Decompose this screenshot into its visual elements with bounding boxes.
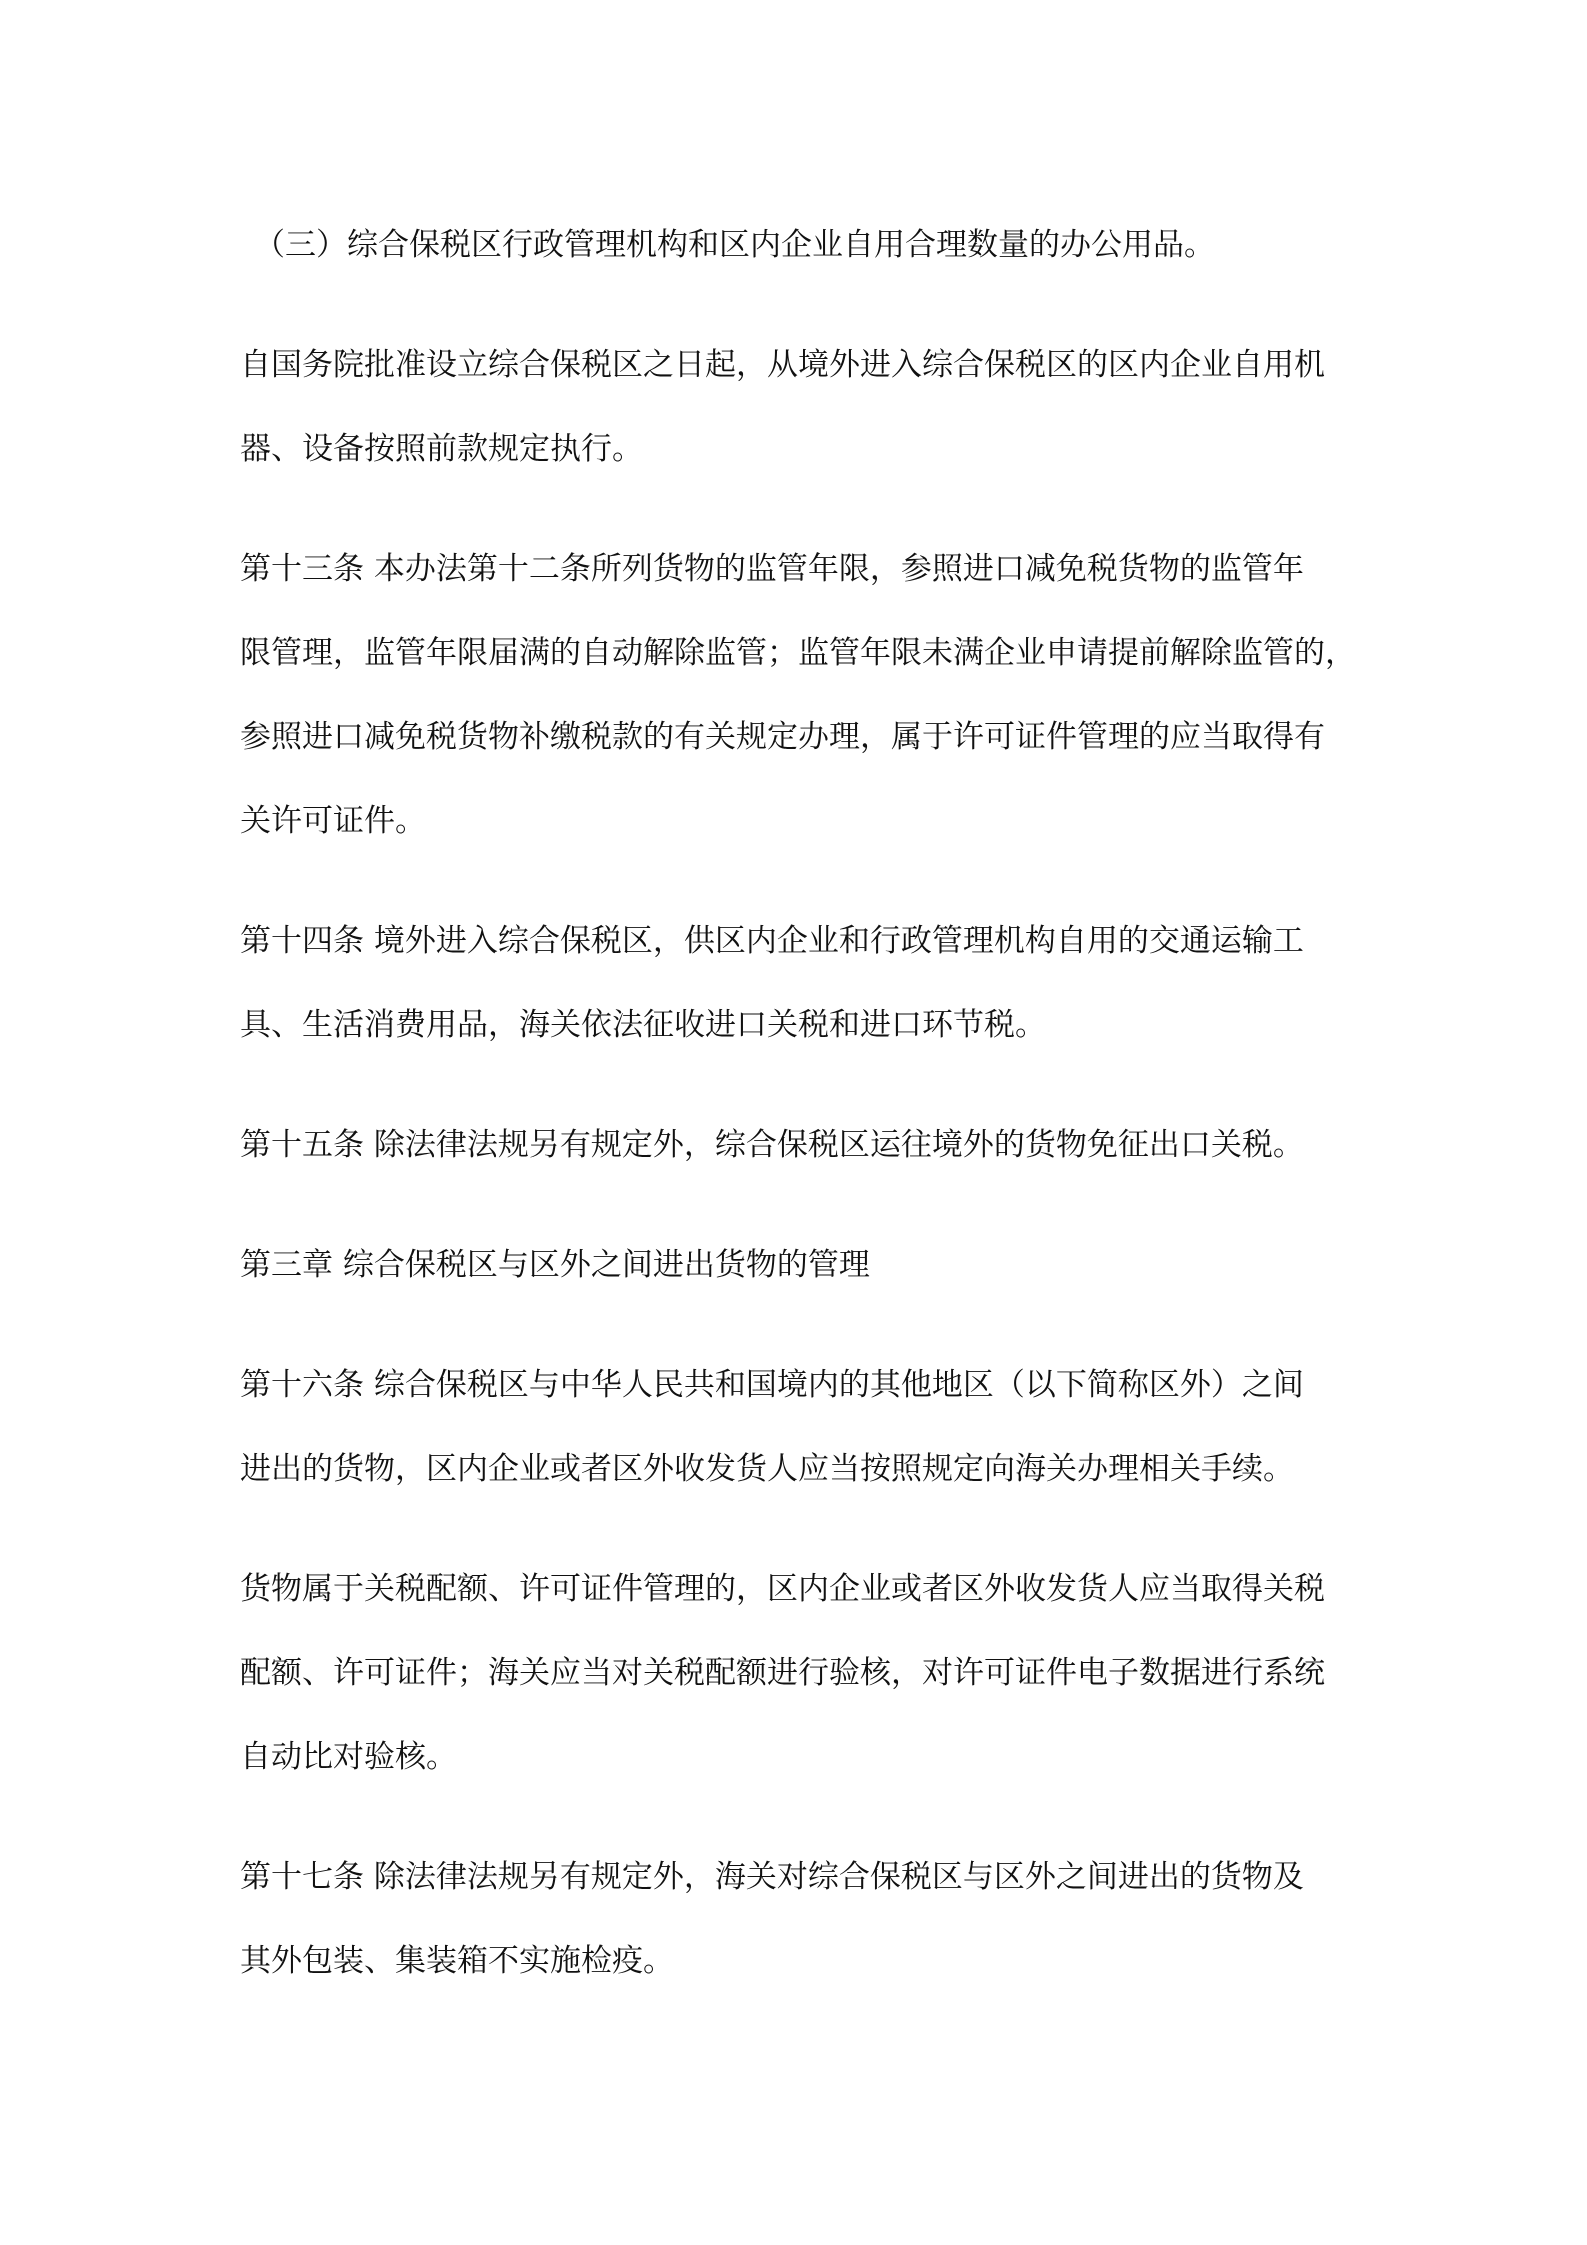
text-line: 器、设备按照前款规定执行。 xyxy=(240,431,643,467)
text-line: 第十七条 除法律法规另有规定外，海关对综合保税区与区外之间进出的货物及 xyxy=(240,1859,1304,1895)
text-line: 进出的货物，区内企业或者区外收发货人应当按照规定向海关办理相关手续。 xyxy=(240,1451,1294,1487)
text-line: 货物属于关税配额、许可证件管理的，区内企业或者区外收发货人应当取得关税 xyxy=(240,1571,1325,1607)
text-line: 第三章 综合保税区与区外之间进出货物的管理 xyxy=(240,1247,870,1283)
text-line: 配额、许可证件；海关应当对关税配额进行验核，对许可证件电子数据进行系统 xyxy=(240,1655,1325,1691)
text-line: 参照进口减免税货物补缴税款的有关规定办理，属于许可证件管理的应当取得有 xyxy=(240,719,1325,755)
paragraph-article-16 xyxy=(240,1343,1355,1511)
paragraph-p1 xyxy=(240,203,1355,287)
text-line: 具、生活消费用品，海关依法征收进口关税和进口环节税。 xyxy=(240,1007,1046,1043)
text-line: 第十五条 除法律法规另有规定外，综合保税区运往境外的货物免征出口关税。 xyxy=(240,1127,1304,1163)
text-line: 第十三条 本办法第十二条所列货物的监管年限，参照进口减免税货物的监管年 xyxy=(240,551,1304,587)
document-body xyxy=(240,203,1355,2039)
text-line: 第十四条 境外进入综合保税区，供区内企业和行政管理机构自用的交通运输工 xyxy=(240,923,1304,959)
paragraph-article-13 xyxy=(240,527,1355,863)
text-line: 其外包装、集装箱不实施检疫。 xyxy=(240,1943,674,1979)
text-line: 第十六条 综合保税区与中华人民共和国境内的其他地区（以下简称区外）之间 xyxy=(240,1367,1304,1403)
text-line: 自动比对验核。 xyxy=(240,1739,457,1775)
text-line: 限管理，监管年限届满的自动解除监管；监管年限未满企业申请提前解除监管的， xyxy=(240,635,1356,671)
text-line: 关许可证件。 xyxy=(240,803,426,839)
text-line: 自国务院批准设立综合保税区之日起，从境外进入综合保税区的区内企业自用机 xyxy=(240,347,1325,383)
paragraph-article-17 xyxy=(240,1835,1355,2003)
text-line: （三）综合保税区行政管理机构和区内企业自用合理数量的办公用品。 xyxy=(254,227,1215,263)
paragraph-p2 xyxy=(240,323,1355,491)
paragraph-article-14 xyxy=(240,899,1355,1067)
chapter-heading-3 xyxy=(240,1223,1355,1307)
paragraph-article-16-quota xyxy=(240,1547,1355,1799)
paragraph-article-15 xyxy=(240,1103,1355,1187)
